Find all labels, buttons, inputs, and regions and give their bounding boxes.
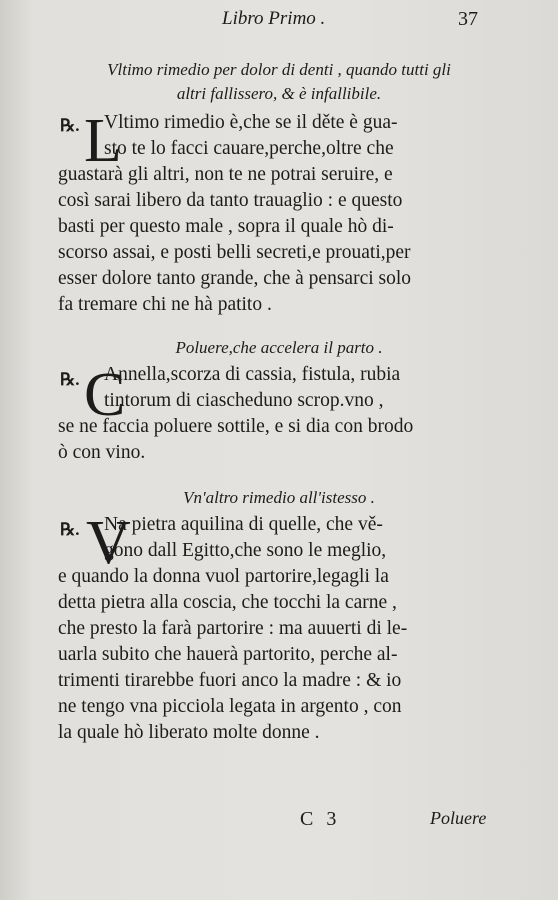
text-line: guastarà gli altri, non te ne potrai seruire, e [58, 164, 393, 185]
section-text [58, 509, 518, 746]
text-line: trimenti tirarebbe fuori anco la madre : & io [58, 670, 402, 691]
recipe-symbol: ℞. [60, 520, 80, 539]
drop-cap-initial: V [86, 509, 131, 577]
text-line: tintorum di ciascheduno scrop.vno , [104, 390, 384, 411]
section-heading: Poluere,che accelera il parto . [175, 338, 383, 357]
text-line: Annella,scorza di cassia, fistula, rubia [104, 364, 401, 385]
text-line: fa tremare chi ne hà patito . [58, 294, 272, 315]
text-line: la quale hò liberato molte donne . [58, 722, 320, 743]
section-heading: Vltimo rimedio per dolor di denti , quando tutti gli [107, 60, 451, 79]
running-title: Libro Primo . [222, 8, 326, 29]
text-line: e quando la donna vuol partorire,legagli la [58, 566, 389, 587]
text-line: esser dolore tanto grande, che à pensarci solo [58, 268, 412, 289]
section-text [58, 362, 518, 466]
section-heading: Vn'altro rimedio all'istesso . [183, 488, 375, 507]
recipe-symbol: ℞. [60, 370, 80, 389]
running-head [0, 6, 558, 34]
catchword: Poluere [430, 808, 487, 828]
text-line: che presto la farà partorire : ma auuerti di le- [58, 618, 408, 639]
text-line: Na pietra aquilina di quelle, che vě- [104, 514, 383, 535]
text-line: se ne faccia poluere sottile, e si dia con brodo [58, 416, 414, 437]
text-line: gono dall Egitto,che sono le meglio, [104, 540, 387, 561]
page-number: 37 [458, 8, 478, 30]
section-heading-continued: altri fallissero, & è infallibile. [176, 84, 382, 103]
text-line: scorso assai, e posti belli secreti,e prouati,per [58, 242, 411, 263]
drop-cap-initial: C [84, 361, 126, 429]
text-line: sto te lo facci cauare,perche,oltre che [104, 138, 394, 159]
text-line: ò con vino. [58, 442, 146, 463]
text-line: ne tengo vna picciola legata in argento , con [58, 696, 402, 717]
section-text [58, 107, 518, 318]
text-line: Vltimo rimedio è,che se il děte è gua- [104, 112, 398, 133]
text-line: uarla subito che hauerà partorito, perche al- [58, 644, 398, 665]
drop-cap-initial: L [84, 107, 122, 175]
text-line: così sarai libero da tanto trauaglio : e questo [58, 190, 403, 211]
text-line: detta pietra alla coscia, che tocchi la carne , [58, 592, 397, 613]
signature-mark: C 3 [300, 808, 341, 830]
recipe-symbol: ℞. [60, 116, 80, 135]
text-line: basti per questo male , sopra il quale hò di- [58, 216, 394, 237]
